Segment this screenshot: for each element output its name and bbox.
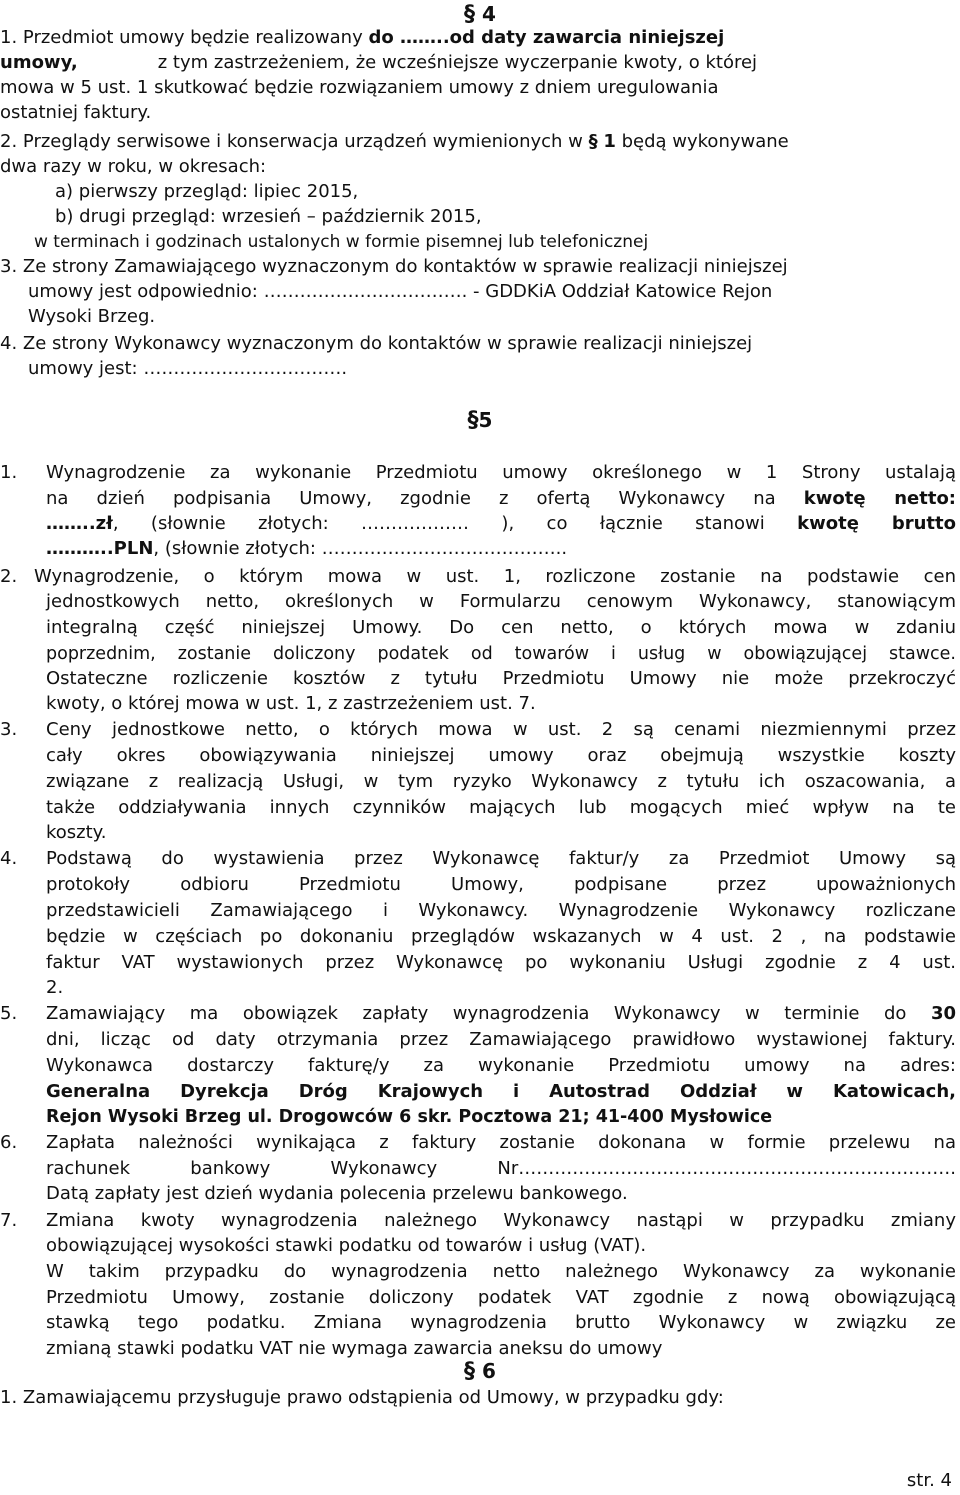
s5-p3-line2: cały okres obowiązywania niniejszej umowy oraz obejmują wszystkie koszty: [46, 745, 956, 766]
section-sign: §: [467, 408, 479, 433]
s5-p5-line1: Zamawiający ma obowiązek zapłaty wynagrodzenia Wykonawcy w terminie do 30: [46, 1003, 956, 1024]
s5-p6-line2: rachunek bankowy Wykonawcy Nr……………………………………………………………….: [46, 1158, 956, 1179]
s5-p7-line6: zmianą stawki podatku VAT nie wymaga zawarcia aneksu do umowy: [46, 1338, 663, 1359]
s5-p6-line1: Zapłata należności wynikająca z faktury zostanie dokonana w formie przelewu na: [46, 1132, 956, 1153]
s4-p1-line2: umowy, z tym zastrzeżeniem, że wcześniejsze wyczerpanie kwoty, o której: [0, 52, 758, 73]
s5-p4-line3: przedstawicieli Zamawiającego i Wykonawcy. Wynagrodzenie Wykonawcy rozliczane: [46, 900, 956, 921]
s5-p1-line4: ………..PLN, (słownie złotych: …………………………………..: [46, 538, 568, 559]
s5-p2-line3: integralną część niniejszej Umowy. Do cen netto, o których mowa w zdaniu: [46, 617, 956, 638]
s5-p5-number: 5.: [0, 1003, 18, 1024]
s5-p7-number: 7.: [0, 1210, 18, 1231]
s4-p4-line2: umowy jest: …………………………….: [28, 358, 348, 379]
s5-p4-line5: faktur VAT wystawionych przez Wykonawcę po wykonaniu Usługi zgodnie z 4 ust.: [46, 952, 956, 973]
s5-p5-line2: dni, licząc od daty otrzymania przez Zamawiającego prawidłowo wystawionej faktury.: [46, 1029, 956, 1050]
section-number: 4: [482, 2, 496, 26]
s4-p1-line1: 1. Przedmiot umowy będzie realizowany do ……..od daty zawarcia niniejszej: [0, 27, 725, 48]
s4-p1-line3: mowa w 5 ust. 1 skutkować będzie rozwiązaniem umowy z dniem uregulowania: [0, 77, 719, 98]
s4-p2-line-terms: w terminach i godzinach ustalonych w formie pisemnej lub telefonicznej: [34, 232, 649, 252]
s5-p4-number: 4.: [0, 848, 18, 869]
s5-p3-line1: Ceny jednostkowe netto, o których mowa w ust. 2 są cenami niezmiennymi przez: [46, 719, 956, 740]
s5-p1-line1: Wynagrodzenie za wykonanie Przedmiotu umowy określonego w 1 Strony ustalają: [46, 462, 956, 483]
section-number: 6: [482, 1359, 496, 1383]
s5-p4-line1: Podstawą do wystawienia przez Wykonawcę faktur/y za Przedmiot Umowy są: [46, 848, 956, 869]
section-heading-5: [0, 408, 960, 433]
s5-p7-line4: Przedmiotu Umowy, zostanie doliczony podatek VAT zgodnie z nową obowiązującą: [46, 1287, 956, 1308]
s5-p2-line2: jednostkowych netto, określonych w Formularzu cenowym Wykonawcy, stanowiącym: [46, 591, 956, 612]
section-sign: §: [464, 1359, 476, 1384]
s4-p2-item-a: a) pierwszy przegląd: lipiec 2015,: [55, 181, 359, 202]
s5-p2-line5: Ostateczne rozliczenie kosztów z tytułu Przedmiotu Umowy nie może przekroczyć: [46, 668, 956, 689]
section-sign: §: [464, 2, 476, 27]
s5-p1-line2: na dzień podpisania Umowy, zgodnie z ofertą Wykonawcy na kwotę netto:: [46, 488, 957, 509]
s4-p3-line3: Wysoki Brzeg.: [28, 306, 156, 327]
s5-p1-line3: ……..zł, (słownie złotych: ……………… ), co łącznie stanowi kwotę brutto: [46, 513, 957, 534]
s5-p7-line1: Zmiana kwoty wynagrodzenia należnego Wykonawcy nastąpi w przypadku zmiany: [46, 1210, 956, 1231]
s5-p5-address-line2: Rejon Wysoki Brzeg ul. Drogowców 6 skr. Pocztowa 21; 41-400 Mysłowice: [46, 1107, 773, 1127]
s5-p4-line6: 2.: [46, 977, 64, 998]
s5-p3-line5: koszty.: [46, 822, 107, 843]
s5-p2-line4: poprzednim, zostanie doliczony podatek od towarów i usług w obowiązującej stawce.: [46, 644, 956, 664]
s5-p6-line3: Datą zapłaty jest dzień wydania polecenia przelewu bankowego.: [46, 1183, 628, 1204]
s5-p5-address-line1: Generalna Dyrekcja Dróg Krajowych i Autostrad Oddział w Katowicach,: [46, 1081, 956, 1102]
s5-p2-line1: Wynagrodzenie, o którym mowa w ust. 1, rozliczone zostanie na podstawie cen: [34, 566, 956, 587]
s5-p4-line2: protokoły odbioru Przedmiotu Umowy, podpisane przez upoważnionych: [46, 874, 956, 895]
s5-p5-line3: Wykonawca dostarczy fakturę/y za wykonanie Przedmiotu umowy na adres:: [46, 1055, 956, 1076]
section-number: 5: [478, 408, 493, 432]
s4-p2-line1: 2. Przeglądy serwisowe i konserwacja urządzeń wymienionych w § 1 będą wykonywane: [0, 131, 789, 152]
section-heading-4: [0, 2, 960, 27]
s4-p4-line1: 4. Ze strony Wykonawcy wyznaczonym do kontaktów w sprawie realizacji niniejszej: [0, 333, 753, 354]
s5-p3-line3: związane z realizacją Usługi, w tym ryzyko Wykonawcy z tytułu ich oszacowania, a: [46, 771, 956, 792]
s4-p2-item-b: b) drugi przegląd: wrzesień – październik 2015,: [55, 206, 482, 227]
page-number: str. 4: [906, 1470, 952, 1491]
s5-p2-line6: kwoty, o której mowa w ust. 1, z zastrzeżeniem ust. 7.: [46, 693, 536, 714]
s4-p3-line1: 3. Ze strony Zamawiającego wyznaczonym do kontaktów w sprawie realizacji niniejszej: [0, 256, 788, 277]
s4-p3-line2: umowy jest odpowiednio: ……………………………. - GDDKiA Oddział Katowice Rejon: [28, 281, 773, 302]
s6-p1-line1: 1. Zamawiającemu przysługuje prawo odstąpienia od Umowy, w przypadku gdy:: [0, 1387, 724, 1408]
s5-p7-line2: obowiązującej wysokości stawki podatku od towarów i usług (VAT).: [46, 1235, 647, 1256]
s5-p2-number: 2.: [0, 566, 18, 587]
s5-p3-line4: także oddziaływania innych czynników mających lub mogących mieć wpływ na te: [46, 797, 956, 818]
s5-p1-number: 1.: [0, 462, 18, 483]
s5-p3-number: 3.: [0, 719, 18, 740]
section-heading-6: [0, 1359, 960, 1384]
s5-p7-line5: stawką tego podatku. Zmiana wynagrodzenia brutto Wykonawcy w związku ze: [46, 1312, 956, 1333]
s5-p7-line3: W takim przypadku do wynagrodzenia netto należnego Wykonawcy za wykonanie: [46, 1261, 956, 1282]
s5-p4-line4: będzie w częściach po dokonaniu przeglądów wskazanych w 4 ust. 2 , na podstawie: [46, 926, 956, 947]
s4-p1-line4: ostatniej faktury.: [0, 102, 152, 123]
s5-p6-number: 6.: [0, 1132, 18, 1153]
s4-p2-line2: dwa razy w roku, w okresach:: [0, 156, 267, 177]
